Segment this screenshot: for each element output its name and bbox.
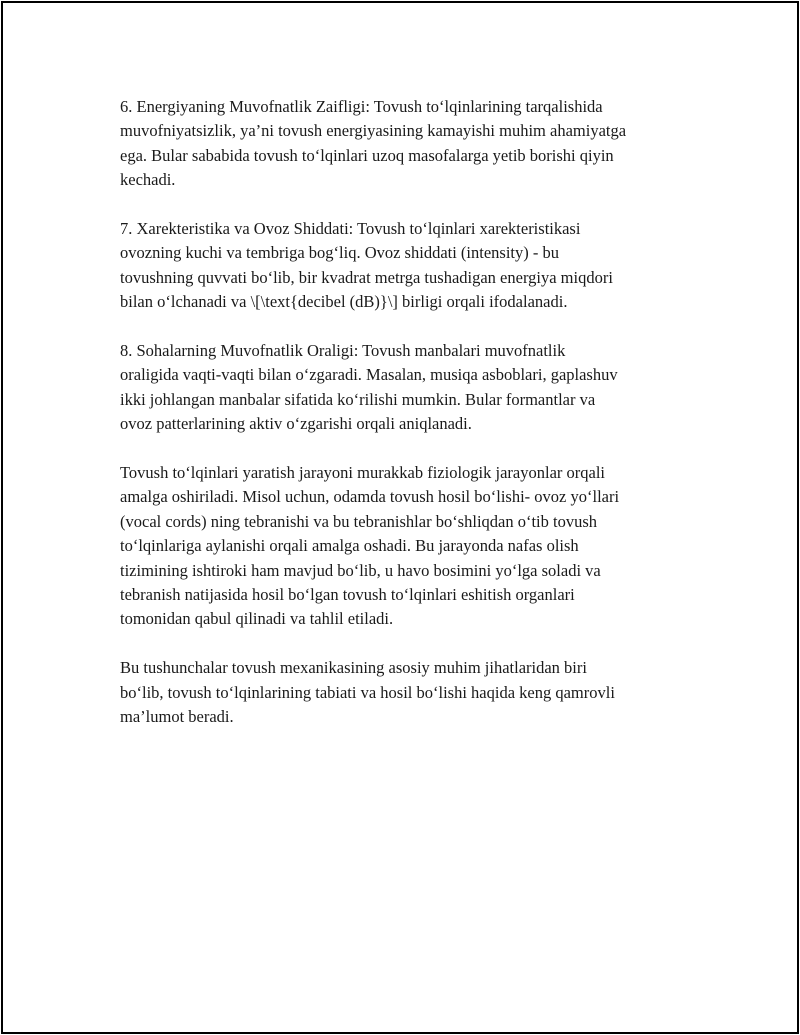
paragraph-energy-mismatch xyxy=(120,95,700,193)
text-line: bilan o‘lchanadi va \[\text{decibel (dB)}\] birligi orqali ifodalanadi. xyxy=(120,292,568,312)
text-line: 6. Energiyaning Muvofnatlik Zaifligi: Tovush to‘lqinlarining tarqalishida xyxy=(120,97,603,116)
text-line: ega. Bular sababida tovush to‘lqinlari uzoq masofalarga yetib borishi qiyin xyxy=(120,145,614,165)
text-line: oraligida vaqti-vaqti bilan o‘zgaradi. Masalan, musiqa asboblari, gaplashuv xyxy=(120,365,618,385)
text-line: tovushning quvvati bo‘lib, bir kvadrat metrga tushadigan energiya miqdori xyxy=(120,267,613,287)
page-frame xyxy=(1,1,799,1034)
text-line: ovoz patterlarining aktiv o‘zgarishi orqali aniqlanadi. xyxy=(120,414,472,434)
paragraph-intensity xyxy=(120,217,700,315)
text-line: ikki johlangan manbalar sifatida ko‘rilishi mumkin. Bular formantlar va xyxy=(120,389,596,409)
text-line: kechadi. xyxy=(120,170,176,190)
paragraph-range xyxy=(120,339,700,437)
text-line: ovozning kuchi va tembriga bog‘liq. Ovoz shiddati (intensity) - bu xyxy=(120,243,559,263)
text-line: Bu tushunchalar tovush mexanikasining asosiy muhim jihatlaridan biri xyxy=(120,658,587,678)
text-line: muvofniyatsizlik, ya’ni tovush energiyasining kamayishi muhim ahamiyatga xyxy=(120,121,627,141)
text-line: 7. Xarekteristika va Ovoz Shiddati: Tovush to‘lqinlari xarekteristikasi xyxy=(120,219,581,239)
paragraph-conclusion xyxy=(120,656,700,729)
text-line: to‘lqinlariga aylanishi orqali amalga oshadi. Bu jarayonda nafas olish xyxy=(120,536,579,556)
text-line: amalga oshiriladi. Misol uchun, odamda tovush hosil bo‘lishi- ovoz yo‘llari xyxy=(120,487,620,507)
text-line: ma’lumot beradi. xyxy=(120,707,234,727)
text-line: 8. Sohalarning Muvofnatlik Oraligi: Tovush manbalari muvofnatlik xyxy=(120,341,566,361)
text-line: Tovush to‘lqinlari yaratish jarayoni murakkab fiziologik jarayonlar orqali xyxy=(120,463,605,483)
text-line: tomonidan qabul qilinadi va tahlil etiladi. xyxy=(120,609,394,629)
text-line: tizimining ishtiroki ham mavjud bo‘lib, u havo bosimini yo‘lga soladi va xyxy=(120,560,601,580)
document-body xyxy=(120,95,700,754)
text-line: bo‘lib, tovush to‘lqinlarining tabiati va hosil bo‘lishi haqida keng qamrovli xyxy=(120,682,615,702)
text-line: tebranish natijasida hosil bo‘lgan tovush to‘lqinlari eshitish organlari xyxy=(120,585,575,605)
text-line: (vocal cords) ning tebranishi va bu tebranishlar bo‘shliqdan o‘tib tovush xyxy=(120,511,598,531)
paragraph-production xyxy=(120,461,700,632)
